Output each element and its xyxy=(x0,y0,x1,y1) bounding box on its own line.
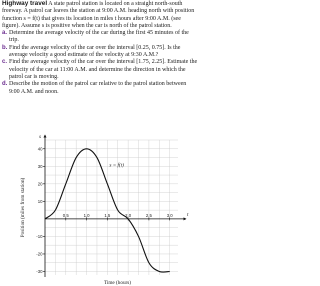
part-d-label: d. xyxy=(2,81,8,88)
x-tick-label: 1.0 xyxy=(83,212,90,218)
part-b-text: Find the average velocity of the car over the interval [0.25, 0.75]. Is the average velocity a good estimate of the velocity at 9:30 A.M.? xyxy=(9,44,181,59)
y-tick-label: -10 xyxy=(36,233,43,239)
problem-intro xyxy=(2,0,198,30)
x-tick-label: 2.5 xyxy=(145,212,152,218)
y-tick-label: -20 xyxy=(36,251,43,257)
x-axis-symbol: t xyxy=(187,211,189,218)
x-tick-label: 0.5 xyxy=(62,212,69,218)
part-a-text: Determine the average velocity of the car during the first 45 minutes of the trip. xyxy=(9,30,189,44)
problem-text xyxy=(2,0,198,96)
problem-heading: Highway travel xyxy=(2,0,48,7)
part-a-label: a. xyxy=(2,30,8,37)
curve-label: s = f(t) xyxy=(109,162,124,169)
problem-intro-text: A state patrol station is located on a straight north-south freeway. A patrol car leaves the station at 9:00 A.M. heading north with position function s = f(t) that gives its location in miles t hours after 9:00 A.M. (see figure). Assume s is positive when the car is north of the patrol station. xyxy=(2,1,195,29)
y-tick-label: 30 xyxy=(37,163,43,169)
position-graph-svg xyxy=(0,130,200,286)
y-tick-label: 20 xyxy=(37,181,43,187)
y-axis-label: Position (miles from station) xyxy=(20,177,26,238)
part-b-label: b. xyxy=(2,44,8,51)
part-c xyxy=(2,59,198,81)
y-tick-label: -30 xyxy=(36,268,43,274)
x-tick-label: 3.0 xyxy=(166,212,173,218)
chart-grid xyxy=(45,140,178,275)
x-tick-label: 1.5 xyxy=(104,212,111,218)
part-a xyxy=(2,30,198,45)
part-c-text: Find the average velocity of the car over the interval [1.75, 2.25]. Estimate the velocity of the car at 11:00 A.M. and determine the direction in which the patrol car is moving. xyxy=(9,59,198,80)
position-graph xyxy=(0,130,200,286)
y-tick-label: 40 xyxy=(37,146,43,152)
part-d-text: Describe the motion of the patrol car relative to the patrol station between 9:00 A.M. and noon. xyxy=(9,81,187,95)
x-tick-label: 2.0 xyxy=(125,212,132,218)
y-tick-label: 10 xyxy=(37,198,43,204)
part-b xyxy=(2,45,198,60)
y-axis-symbol: s xyxy=(39,134,42,140)
x-axis-label: Time (hours) xyxy=(103,280,132,286)
part-d xyxy=(2,81,198,96)
part-c-label: c. xyxy=(2,59,8,66)
